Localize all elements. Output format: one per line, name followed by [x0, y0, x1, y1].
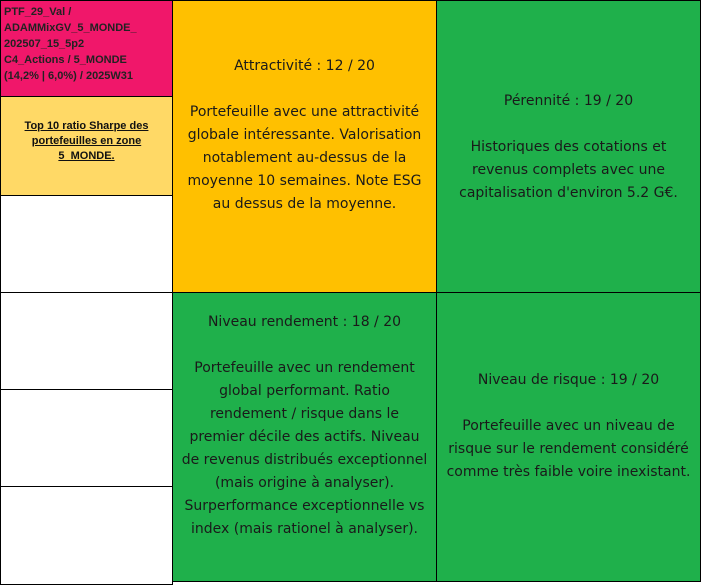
ranking-label: Top 10 ratio Sharpe des portefeuilles en zone 5_MONDE.	[24, 120, 149, 162]
ranking-cell	[0, 96, 173, 196]
risque-text: Portefeuille avec un niveau de risque sur le rendement considéré comme très faible voire inexistant.	[446, 418, 691, 480]
risque-title: Niveau de risque : 19 / 20	[477, 372, 660, 388]
attractivite-block	[181, 55, 428, 216]
attractivite-title: Attractivité : 12 / 20	[234, 58, 375, 74]
risque-cell	[436, 292, 701, 582]
attractivite-text: Portefeuille avec une attractivité globale intéressante. Valorisation notablement au-dessus de la moyenne 10 semaines. Note ESG au dessus de la moyenne.	[187, 104, 422, 212]
rendement-text: Portefeuille avec un rendement global performant. Ratio rendement / risque dans le premier décile des actifs. Niveau de revenus distribués exceptionnel (mais origine à analyser). Surperformance exceptionnelle vs index (mais rationel à analyser).	[181, 360, 428, 537]
empty-cell-2	[0, 292, 173, 390]
rendement-cell	[172, 292, 437, 582]
perennite-block	[445, 90, 692, 205]
perennite-cell	[436, 0, 701, 293]
rendement-title: Niveau rendement : 18 / 20	[207, 314, 402, 330]
portfolio-id-text: PTF_29_Val / ADAMMixGV_5_MONDE_ 202507_15_5p2 C4_Actions / 5_MONDE (14,2% | 6,0%) / 2025W31	[4, 6, 137, 82]
rendement-block	[181, 311, 428, 541]
portfolio-id-cell	[0, 0, 173, 97]
perennite-title: Pérennité : 19 / 20	[503, 93, 634, 109]
risque-block	[445, 369, 692, 484]
attractivite-cell	[172, 0, 437, 293]
empty-cell-1	[0, 195, 173, 293]
empty-cell-4	[0, 486, 173, 585]
empty-cell-3	[0, 389, 173, 487]
perennite-text: Historiques des cotations et revenus complets avec une capitalisation d'environ 5.2 G€.	[459, 139, 678, 201]
